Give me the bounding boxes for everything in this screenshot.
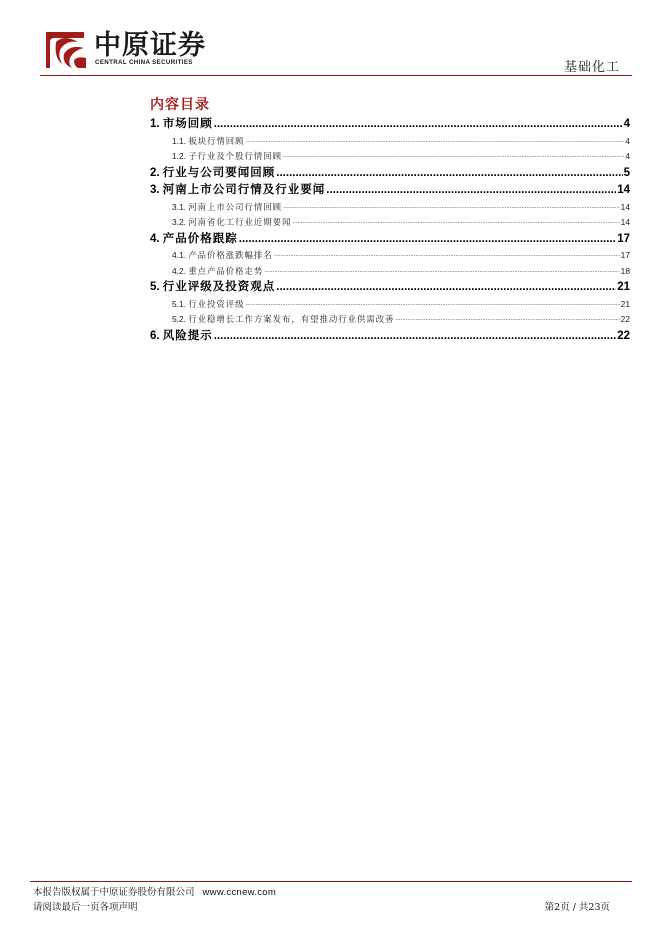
logo-chinese-text: 中原证券 <box>94 30 206 61</box>
toc-entry[interactable] <box>150 312 630 328</box>
toc-entry-text: 行业评级及投资观点 <box>162 279 276 294</box>
toc-entry-text: 子行业及个股行情回顾 <box>188 151 283 162</box>
toc-leader-dots <box>326 182 616 199</box>
toc-entry-number: 3. <box>150 184 160 197</box>
toc-entry-page: 5 <box>623 166 630 179</box>
toc-entry[interactable] <box>150 248 630 264</box>
toc-entry-page: 17 <box>617 232 630 245</box>
toc-entry-number: 5. <box>150 281 160 294</box>
toc-entry-text: 行业稳增长工作方案发布，有望推动行业供需改善 <box>188 314 395 325</box>
toc-entry-number: 5.2. <box>172 314 186 325</box>
toc-entry-text: 行业投资评级 <box>188 298 245 309</box>
toc-entry-page: 4 <box>625 151 630 162</box>
toc-entry-page: 14 <box>617 184 630 197</box>
toc-entry-text: 河南省化工行业近期要闻 <box>188 217 292 228</box>
toc-entry-text: 河南上市公司行情回顾 <box>188 201 283 212</box>
toc-leader-dots <box>283 149 624 164</box>
toc-leader-dots <box>276 165 622 182</box>
central-china-securities-logo-icon <box>44 30 88 70</box>
toc-entry[interactable] <box>150 215 630 231</box>
toc-entry[interactable] <box>150 164 630 181</box>
footer-disclaimer: 请阅读最后一页各项声明 <box>33 902 138 913</box>
toc-entry-number: 3.1. <box>172 201 186 212</box>
toc-entry-number: 4. <box>150 232 160 245</box>
toc-entry[interactable] <box>150 199 630 215</box>
toc-entry-number: 2. <box>150 166 160 179</box>
toc-leader-dots <box>246 297 620 312</box>
toc-entry-page: 14 <box>620 217 630 228</box>
footer-page-number: 第2页 / 共23页 <box>544 902 610 913</box>
header-divider <box>40 75 632 76</box>
toc-entry-text: 产品价格涨跌幅排名 <box>188 250 273 261</box>
toc-entry-number: 5.1. <box>172 298 186 309</box>
footer-website-link[interactable]: www.ccnew.com <box>202 887 277 898</box>
toc-leader-dots <box>214 116 623 133</box>
toc-leader-dots <box>214 328 616 345</box>
toc-leader-dots <box>239 231 616 248</box>
footer-copyright: 本报告版权属于中原证券股份有限公司 <box>33 887 195 898</box>
toc-entry[interactable] <box>150 149 630 165</box>
footer-divider <box>30 881 632 882</box>
toc-leader-dots <box>246 134 625 149</box>
toc-entry-page: 4 <box>625 135 630 146</box>
toc-leader-dots <box>274 248 620 263</box>
toc-entry[interactable] <box>150 133 630 149</box>
page-header <box>0 0 662 76</box>
toc-entry-text: 板块行情回顾 <box>188 135 245 146</box>
toc-leader-dots <box>396 312 620 327</box>
toc-entry-number: 1.2. <box>172 151 186 162</box>
toc-entry-page: 4 <box>623 118 630 131</box>
toc-entry-page: 21 <box>620 298 630 309</box>
report-section-label: 基础化工 <box>563 60 620 75</box>
toc-entry[interactable] <box>150 296 630 312</box>
toc-entry-number: 6. <box>150 329 160 342</box>
footer-copyright-line <box>33 884 276 898</box>
toc-entry-number: 4.2. <box>172 265 186 276</box>
toc-leader-dots <box>283 200 620 215</box>
toc-entry-number: 3.2. <box>172 217 186 228</box>
toc-entry[interactable] <box>150 116 630 133</box>
toc-entry[interactable] <box>150 327 630 344</box>
toc-entry[interactable] <box>150 230 630 247</box>
toc-entry-page: 22 <box>617 329 630 342</box>
toc-entry-number: 1. <box>150 118 160 131</box>
toc-entry-page: 18 <box>620 265 630 276</box>
toc-entry-text: 河南上市公司行情及行业要闻 <box>162 182 326 197</box>
toc-entry-text: 市场回顾 <box>162 116 213 131</box>
toc-entry[interactable] <box>150 263 630 279</box>
toc-entry-text: 产品价格跟踪 <box>162 230 238 245</box>
toc-entry-page: 17 <box>620 250 630 261</box>
toc-entry[interactable] <box>150 182 630 199</box>
toc-entry-page: 22 <box>620 314 630 325</box>
toc-leader-dots <box>276 279 616 296</box>
table-of-contents <box>150 95 630 345</box>
toc-entry-text: 行业与公司要闻回顾 <box>162 164 276 179</box>
toc-leader-dots <box>264 264 619 279</box>
toc-entry-text: 重点产品价格走势 <box>188 265 264 276</box>
toc-title: 内容目录 <box>150 97 210 113</box>
toc-entry-number: 4.1. <box>172 250 186 261</box>
toc-entry-page: 21 <box>617 281 630 294</box>
toc-entry-page: 14 <box>620 201 630 212</box>
toc-entry-text: 风险提示 <box>162 327 213 342</box>
toc-leader-dots <box>292 215 619 230</box>
toc-entry[interactable] <box>150 279 630 296</box>
logo-english-text: CENTRAL CHINA SECURITIES <box>95 59 193 66</box>
toc-entry-number: 1.1. <box>172 135 186 146</box>
